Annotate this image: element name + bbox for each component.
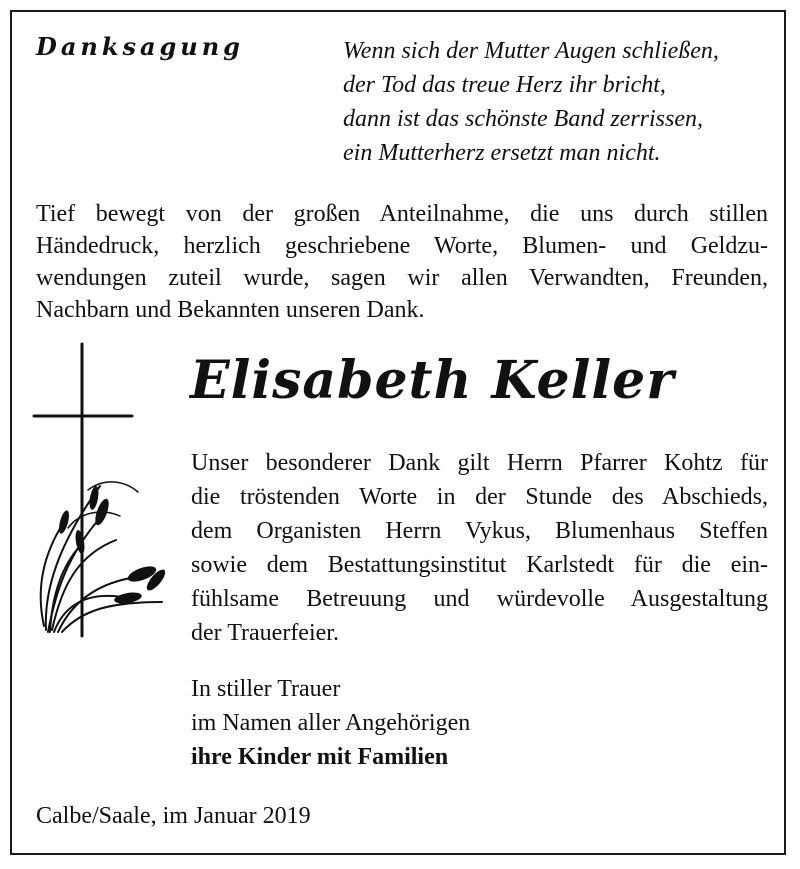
thanks-line: Unser besonderer Dank gilt Herrn Pfarrer Kohtz für (191, 450, 768, 476)
signoff-signature: ihre Kinder mit Familien (191, 744, 449, 770)
intro-line: Nachbarn und Bekannten unseren Dank. (36, 297, 425, 323)
deceased-name: Elisabeth Keller (190, 350, 675, 411)
thanks-paragraph (191, 446, 768, 650)
signoff-block (191, 672, 470, 774)
place-date: Calbe/Saale, im Januar 2019 (36, 803, 311, 829)
thanks-line: die tröstenden Worte in der Stunde des Abschieds, (191, 484, 768, 510)
intro-paragraph (36, 198, 768, 326)
poem-line: Wenn sich der Mutter Augen schließen, (343, 38, 719, 64)
thanks-line: fühlsame Betreuung und würdevolle Ausgestaltung (191, 586, 768, 612)
poem-line: dann ist das schönste Band zerrissen, (343, 106, 703, 132)
thanks-line: sowie dem Bestattungsinstitut Karlstedt für die ein- (191, 552, 768, 578)
signoff-line: im Namen aller Angehörigen (191, 710, 471, 736)
notice-heading: Danksagung (36, 32, 244, 61)
intro-line: wendungen zuteil wurde, sagen wir allen Verwandten, Freunden, (36, 265, 768, 291)
intro-line: Händedruck, herzlich geschriebene Worte, Blumen- und Geldzu- (36, 233, 768, 259)
poem-line: der Tod das treue Herz ihr bricht, (343, 72, 666, 98)
thanks-line: der Trauerfeier. (191, 620, 339, 646)
poem-block (343, 34, 773, 170)
cross-with-wheat-icon (28, 340, 178, 640)
poem-line: ein Mutterherz ersetzt man nicht. (343, 140, 661, 166)
intro-line: Tief bewegt von der großen Anteilnahme, die uns durch stillen (36, 201, 768, 227)
thanks-line: dem Organisten Herrn Vykus, Blumenhaus Steffen (191, 518, 768, 544)
signoff-line: In stiller Trauer (191, 676, 341, 702)
